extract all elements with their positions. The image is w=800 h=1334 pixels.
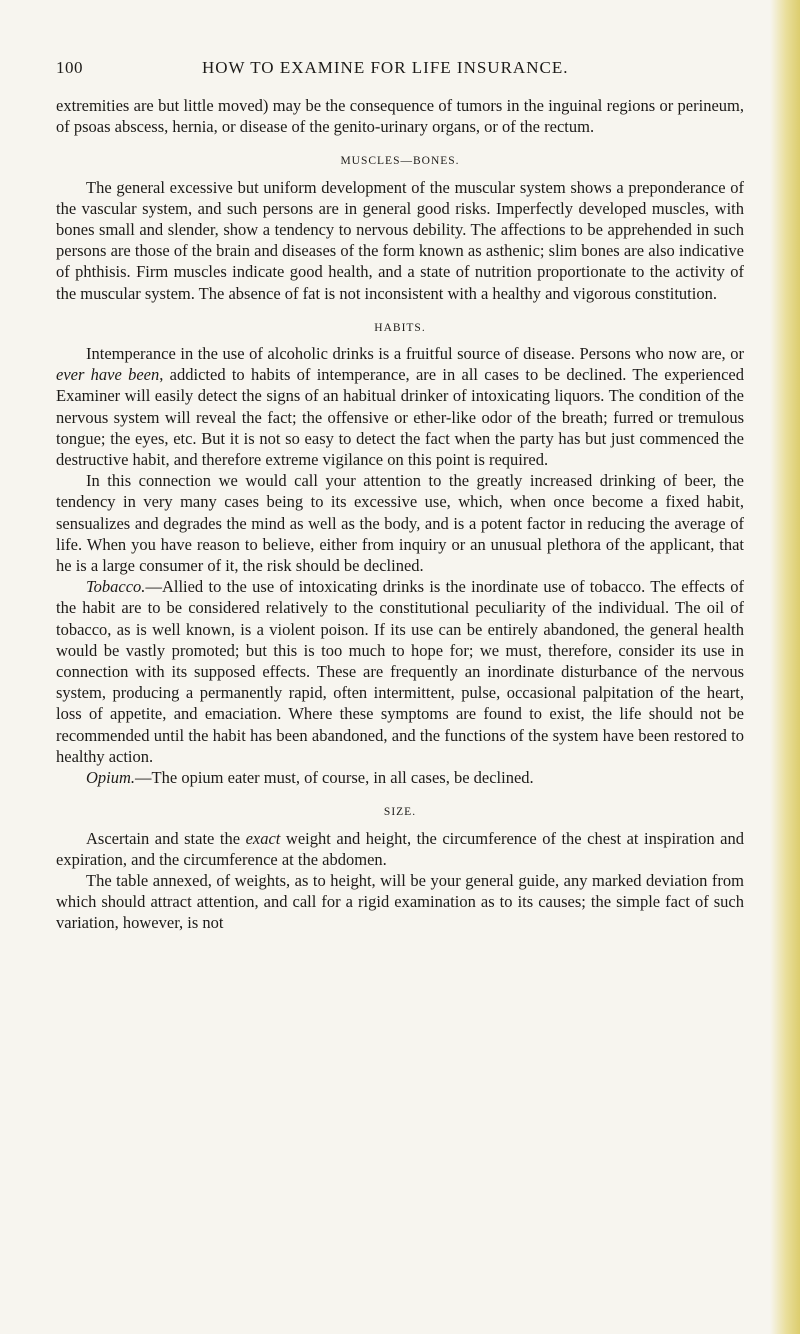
running-title: HOW TO EXAMINE FOR LIFE INSURANCE.	[202, 58, 569, 77]
page-number: 100	[56, 58, 83, 77]
emphasis-exact: exact	[245, 828, 281, 848]
size-paragraph-table: The table annexed, of weights, as to height, will be your general guide, any marked deviation from which should attract attention, and call for a rigid examination as to its causes; the simple fact of such variation, however, is not	[56, 870, 744, 933]
size-paragraph-measurements: Ascertain and state the exact weight and height, the circumference of the chest at inspiration and expiration, and the circumference at the abdomen.	[56, 828, 744, 869]
body-text	[56, 95, 744, 934]
habits-paragraph-beer: In this connection we would call your attention to the greatly increased drinking of beer, the tendency in very many cases being to its excessive use, which, when once become a fixed habit, sensualizes and degrades the mind as well as the body, and is a potent factor in reducing the average of life. When you have reason to believe, either from inquiry or an unusual plethora of the applicant, that he is a large consumer of it, the risk should be declined.	[56, 471, 744, 576]
habits-paragraph-tobacco: Tobacco.—Allied to the use of intoxicating drinks is the inordinate use of tobacco. The effects of the habit are to be considered relatively to the constitutional peculiarity of the individual. The oil of tobacco, as is well known, is a violent poison. If its use can be entirely abandoned, the general health would be vastly promoted; but this is too much to hope for; we must, therefore, consider its use in connection with its supposed effects. These are frequently an inordinate disturbance of the nervous system, producing a permanently rapid, often intermittent, pulse, occasional palpitation of the heart, loss of appetite, and emaciation. Where these symptoms are found to exist, the life should not be recommended until the habit has been abandoned, and the functions of the system have been restored to healthy action.	[56, 577, 744, 766]
page-header	[56, 58, 746, 82]
emphasis-ever-have-been: ever have been	[56, 365, 160, 385]
habits-paragraph-intemperance: Intemperance in the use of alcoholic drinks is a fruitful source of disease. Persons who now are, or ever have been, addicted to habits of intemperance, are in all cases to be declined. The experienced Examiner will easily detect the signs of an habitual drinker of intoxicating liquors. The condition of the nervous system will reveal the fact; the offensive or ether-like odor of the breath; furred or tremulous tongue; the eyes, etc. But it is not so easy to detect the fact when the party has but just commenced the destructive habit, and therefore extreme vigilance on this point is required.	[56, 344, 745, 470]
habits-paragraph-opium: Opium.—The opium eater must, of course, in all cases, be declined.	[86, 768, 534, 788]
heading-habits: HABITS.	[374, 321, 426, 334]
heading-size: SIZE.	[383, 806, 417, 819]
continuation-paragraph: extremities are but little moved) may be the consequence of tumors in the inguinal regions or perineum, of psoas abscess, hernia, or disease of the genito-urinary organs, or of the rectum.	[56, 96, 744, 137]
subheading-tobacco: Tobacco.	[86, 577, 146, 597]
heading-muscles-bones: MUSCLES—BONES.	[340, 155, 460, 168]
page-edge-stain	[770, 0, 800, 1334]
subheading-opium: Opium.	[86, 768, 136, 788]
muscles-bones-paragraph: The general excessive but uniform development of the muscular system shows a preponderance of the vascular system, and such persons are in general good risks. Imperfectly developed muscles, with bones small and slender, show a tendency to nervous debility. The affections to be apprehended in such persons are those of the brain and diseases of the form known as asthenic; slim bones are also indicative of phthisis. Firm muscles indicate good health, and a state of nutrition proportionate to the activity of the muscular system. The absence of fat is not inconsistent with a healthy and vigorous constitution.	[56, 177, 744, 303]
